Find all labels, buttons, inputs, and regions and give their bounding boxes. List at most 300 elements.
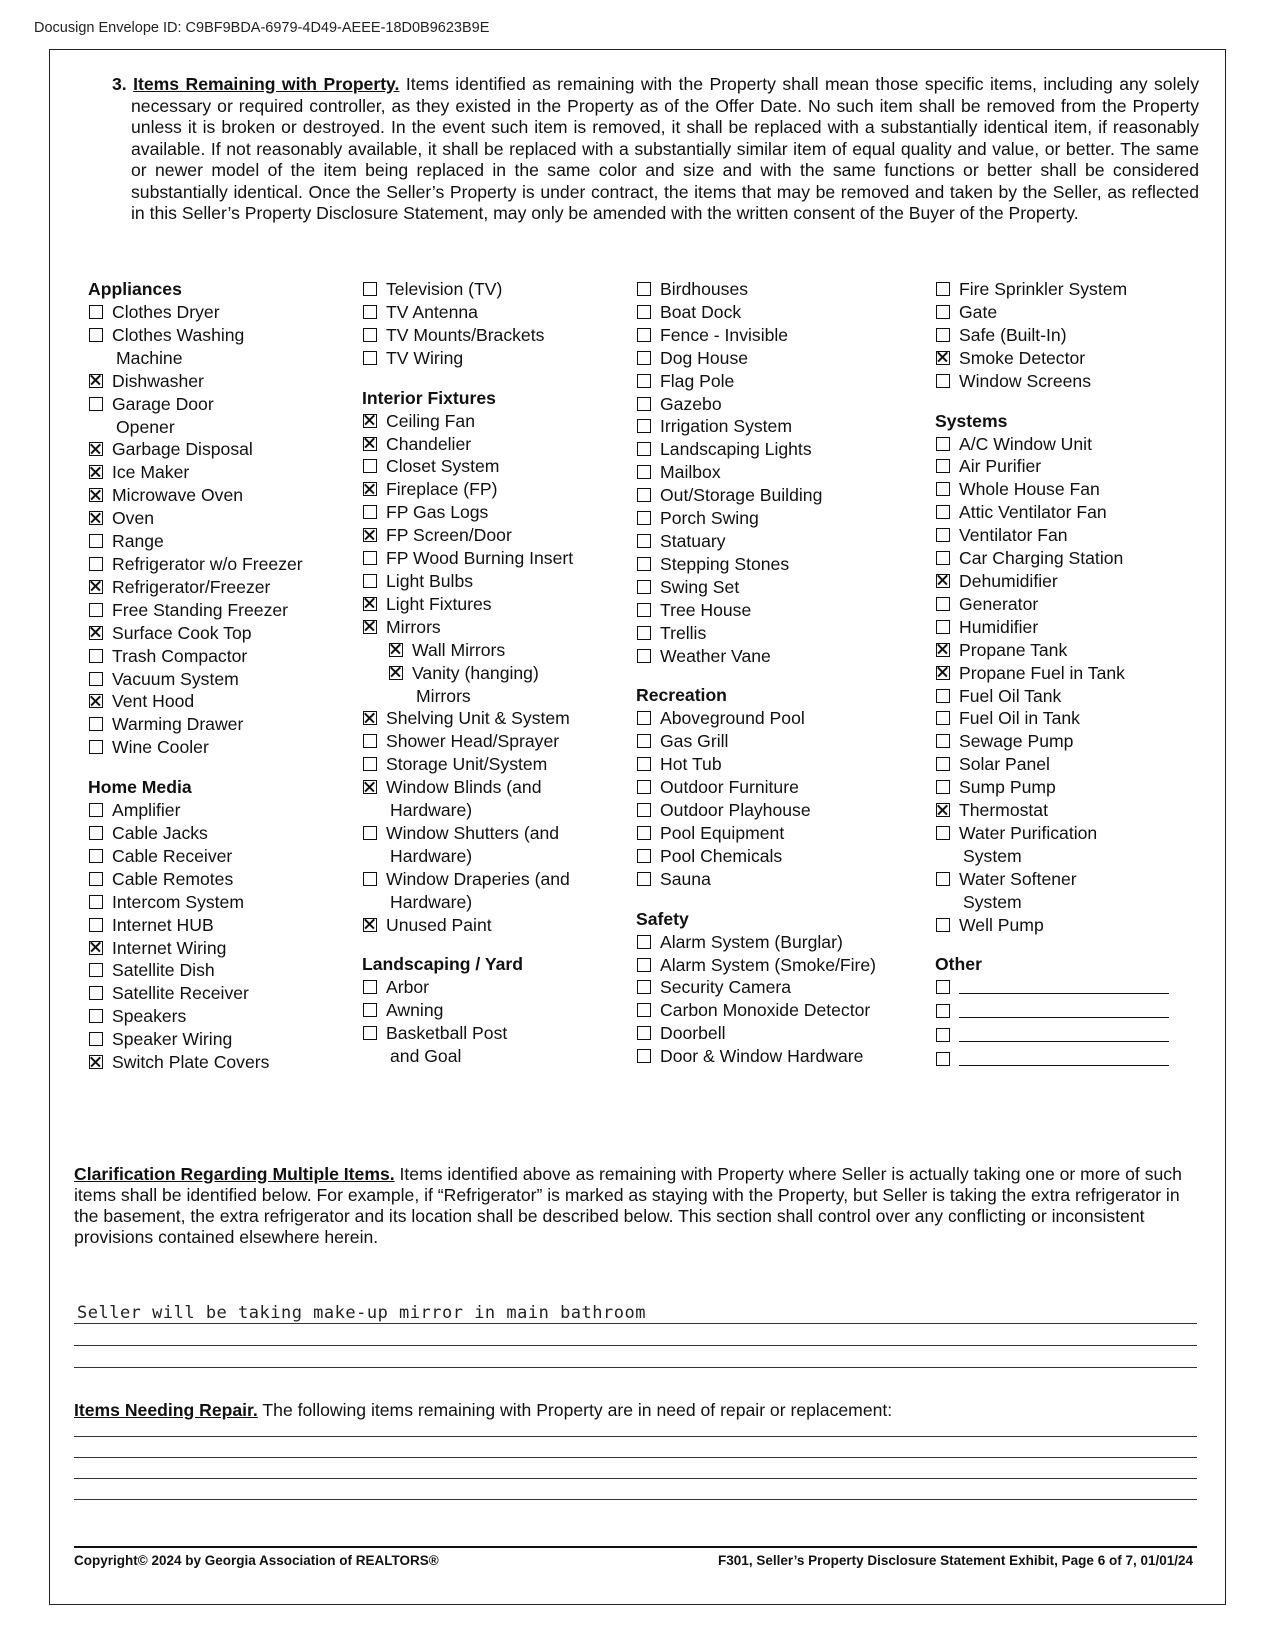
checklist-item [88,937,348,960]
checklist-item [636,301,926,324]
item-text [959,524,1068,547]
item-text [386,410,475,433]
item-text [386,524,512,547]
checkbox[interactable] [936,1004,950,1018]
item-label: Closet System [386,456,500,477]
item-label: Propane Tank [959,639,1068,660]
repair-heading: Items Needing Repair. [74,1400,258,1420]
checked-checkbox[interactable] [389,643,403,657]
checkbox[interactable] [936,282,950,296]
checked-checkbox[interactable] [89,465,103,479]
item-text [412,639,505,662]
checklist-item [636,976,926,999]
checkbox[interactable] [637,780,651,794]
checklist-group [636,278,926,667]
item-label: Satellite Receiver [112,983,249,1004]
checked-checkbox[interactable] [936,351,950,365]
checkbox[interactable] [936,918,950,932]
group-title: Home Media [88,777,192,798]
item-label: Statuary [660,530,726,551]
checklist-group [636,908,926,1068]
checklist-item [636,393,926,416]
checklist-item [362,868,630,914]
checklist-item [88,1005,348,1028]
item-label: A/C Window Unit [959,433,1092,454]
blank-line[interactable] [959,1048,1169,1066]
checkbox[interactable] [89,826,103,840]
item-text [959,776,1056,799]
checkbox[interactable] [363,757,377,771]
item-label: Internet Wiring [112,937,227,958]
checklist-item [636,438,926,461]
checkbox[interactable] [89,534,103,548]
checkbox[interactable] [637,958,651,972]
checkbox[interactable] [637,580,651,594]
checkbox[interactable] [363,351,377,365]
checkbox[interactable] [637,511,651,525]
checklist-item [88,799,348,822]
item-label: Cable Receiver [112,845,233,866]
checkbox[interactable] [637,534,651,548]
checked-checkbox[interactable] [89,442,103,456]
item-text [386,501,488,524]
item-text [112,622,252,645]
item-label: Humidifier [959,616,1039,637]
checked-checkbox[interactable] [363,620,377,634]
item-label: Television (TV) [386,279,503,299]
item-text [386,976,429,999]
item-text [959,1024,1169,1048]
checkbox[interactable] [637,1049,651,1063]
checklist-item [88,1028,348,1051]
checkbox[interactable] [637,935,651,949]
item-text [660,301,741,324]
clarification-line [74,1345,1197,1346]
item-text [660,776,799,799]
clarification-line [74,1323,1197,1324]
checkbox[interactable] [637,1026,651,1040]
checkbox[interactable] [637,419,651,433]
checklist-item [935,347,1205,370]
checked-checkbox[interactable] [89,694,103,708]
item-text [112,530,164,553]
checked-checkbox[interactable] [363,414,377,428]
item-text [112,690,194,713]
checkbox[interactable] [89,603,103,617]
checklist-item [935,685,1205,708]
checkbox[interactable] [363,734,377,748]
checkbox[interactable] [637,980,651,994]
checkbox[interactable] [637,757,651,771]
group-title: Recreation [636,685,727,706]
checked-checkbox[interactable] [363,482,377,496]
checked-checkbox[interactable] [89,626,103,640]
checkbox[interactable] [637,649,651,663]
checked-checkbox[interactable] [936,574,950,588]
checklist-item [362,616,630,639]
item-text [112,713,243,736]
checkbox[interactable] [637,488,651,502]
item-label: Gas Grill [660,731,729,752]
checklist-item [636,507,926,530]
item-label: TV Antenna [386,301,478,322]
item-text [112,1005,186,1028]
checkbox[interactable] [637,374,651,388]
item-label-continued: Machine [116,347,183,368]
item-text [112,914,214,937]
checklist-item [88,868,348,891]
checkbox[interactable] [89,305,103,319]
item-label: Vent Hood [112,691,195,712]
item-label: Security Camera [660,977,792,998]
checklist-column-1 [88,278,348,1091]
checked-checkbox[interactable] [363,711,377,725]
item-label: Internet HUB [112,914,214,935]
checkbox[interactable] [89,895,103,909]
checkbox[interactable] [637,849,651,863]
item-text [112,301,220,324]
item-label-continued: and Goal [390,1046,462,1067]
item-label: Irrigation System [660,416,792,437]
repair-line [74,1499,1197,1500]
checkbox[interactable] [637,442,651,456]
checked-checkbox[interactable] [363,437,377,451]
checklist-item [362,547,630,570]
item-text [959,478,1100,501]
checklist-item [362,914,630,937]
item-text [660,530,726,553]
checklist-item [88,891,348,914]
checkbox[interactable] [936,482,950,496]
checkbox[interactable] [936,711,950,725]
item-label: Thermostat [959,800,1048,821]
item-text [112,736,209,759]
item-text [660,753,722,776]
item-text [660,976,791,999]
checkbox[interactable] [89,717,103,731]
checkbox[interactable] [89,849,103,863]
checked-checkbox[interactable] [936,666,950,680]
item-label: Sump Pump [959,777,1056,798]
checklist-item [935,799,1205,822]
checkbox[interactable] [89,672,103,686]
checkbox[interactable] [89,397,103,411]
checked-checkbox[interactable] [89,1055,103,1069]
item-label: Storage Unit/System [386,754,548,775]
checklist-item [935,593,1205,616]
item-text [959,616,1038,639]
clarification-line [74,1367,1197,1368]
checkbox[interactable] [363,1026,377,1040]
checkbox[interactable] [363,980,377,994]
checklist-item [636,1022,926,1045]
checkbox[interactable] [936,872,950,886]
item-label: Amplifier [112,800,181,821]
checked-checkbox[interactable] [89,488,103,502]
item-text [112,891,244,914]
checklist-group [362,387,630,937]
item-label: Refrigerator/Freezer [112,576,271,597]
checkbox[interactable] [89,1009,103,1023]
clarification-text: Items identified above as remaining with Property where Seller is actually taking one or more of such items shall be identified below. For example, if “Refrigerator” is marked as staying with the Property, but Seller is taking the extra refrigerator in the basement, the extra refrigerator and its location shall be described below. This section shall control over any conflicting or inconsistent provisions contained elsewhere herein. [74,1164,1182,1247]
checklist-item [88,822,348,845]
item-text [660,599,751,622]
blank-line[interactable] [959,1024,1169,1042]
checklist-item [636,622,926,645]
item-text [386,999,443,1022]
checklist-item [88,1051,348,1074]
checkbox[interactable] [363,459,377,473]
checked-checkbox[interactable] [89,511,103,525]
item-label: Mirrors [386,616,441,637]
checkbox[interactable] [936,980,950,994]
checkbox[interactable] [936,328,950,342]
checklist-column-4 [935,278,1205,1089]
item-label: Window Screens [959,370,1092,391]
checkbox[interactable] [936,757,950,771]
item-text [660,730,728,753]
checkbox[interactable] [363,872,377,886]
item-text [112,1028,232,1051]
checked-checkbox[interactable] [89,941,103,955]
checklist-item [636,954,926,977]
section-3-body [112,74,1199,225]
item-label: Chandelier [386,433,472,454]
blank-line[interactable] [959,976,1169,994]
item-label: Trash Compactor [112,645,248,666]
item-label: Intercom System [112,891,244,912]
checklist-item [88,553,348,576]
item-label: Swing Set [660,576,740,597]
item-text [959,593,1038,616]
checklist-item [88,484,348,507]
checkbox[interactable] [637,803,651,817]
item-label: Vacuum System [112,668,239,689]
checked-checkbox[interactable] [89,374,103,388]
checkbox[interactable] [363,826,377,840]
checkbox[interactable] [637,734,651,748]
checkbox[interactable] [637,557,651,571]
checkbox[interactable] [363,505,377,519]
item-label: Speaker Wiring [112,1029,233,1050]
item-label: Wall Mirrors [412,639,506,660]
checklist-item [935,753,1205,776]
item-text [112,507,154,530]
item-label: Dog House [660,347,749,368]
checkbox[interactable] [936,374,950,388]
checklist-item [88,736,348,759]
checkbox[interactable] [89,328,103,342]
checkbox[interactable] [936,1028,950,1042]
checked-checkbox[interactable] [936,803,950,817]
item-label: Light Bulbs [386,570,474,591]
checklist-item [636,553,926,576]
item-text [386,324,544,347]
checkbox[interactable] [936,689,950,703]
item-label: Door & Window Hardware [660,1046,864,1067]
checklist-item [362,570,630,593]
checklist-item [362,455,630,478]
checkbox[interactable] [637,305,651,319]
checkbox[interactable] [89,803,103,817]
item-text [959,685,1061,708]
checkbox[interactable] [936,734,950,748]
checkbox[interactable] [936,528,950,542]
checklist-item [362,753,630,776]
checklist-item [362,410,630,433]
item-label: Microwave Oven [112,485,244,506]
item-text [386,570,473,593]
checkbox[interactable] [363,282,377,296]
item-text [112,668,239,691]
checkbox[interactable] [363,305,377,319]
checklist-item [935,478,1205,501]
checkbox[interactable] [637,711,651,725]
checklist-item [935,1048,1205,1072]
checklist-item [935,868,1205,914]
item-text [959,301,997,324]
checklist-column-2 [362,278,630,1085]
repair-line [74,1436,1197,1437]
checkbox[interactable] [89,918,103,932]
checked-checkbox[interactable] [363,597,377,611]
checklist-item [935,616,1205,639]
checked-checkbox[interactable] [389,666,403,680]
checklist-item [935,730,1205,753]
item-text [386,730,559,753]
checkbox[interactable] [89,963,103,977]
checkbox[interactable] [637,872,651,886]
item-text [660,931,843,954]
checklist-item [935,1024,1205,1048]
item-text [660,845,782,868]
checkbox[interactable] [936,505,950,519]
checkbox[interactable] [89,986,103,1000]
checklist-group [362,278,630,370]
checkbox[interactable] [936,1052,950,1066]
checkbox[interactable] [363,1003,377,1017]
item-text [660,1045,863,1068]
item-label: Cable Remotes [112,868,234,889]
item-label: Out/Storage Building [660,485,823,506]
checklist-item [88,845,348,868]
checkbox[interactable] [637,397,651,411]
checkbox[interactable] [89,1032,103,1046]
checkbox[interactable] [936,620,950,634]
item-text [386,547,573,570]
checkbox[interactable] [637,465,651,479]
group-title: Systems [935,410,1008,431]
item-label: Alarm System (Smoke/Fire) [660,954,877,975]
item-text [959,730,1073,753]
checked-checkbox[interactable] [936,643,950,657]
item-text [386,347,463,370]
item-text [112,370,204,393]
checked-checkbox[interactable] [363,918,377,932]
item-label: Outdoor Furniture [660,777,799,798]
blank-line[interactable] [959,1000,1169,1018]
checked-checkbox[interactable] [363,528,377,542]
item-text [412,662,539,708]
checked-checkbox[interactable] [89,580,103,594]
checklist-item [362,776,630,822]
checklist-item [88,622,348,645]
item-text [386,593,492,616]
checklist-group [935,953,1205,1072]
checkbox[interactable] [936,459,950,473]
item-text [660,799,811,822]
checkbox[interactable] [936,597,950,611]
checklist-item [935,324,1205,347]
checkbox[interactable] [637,603,651,617]
checkbox[interactable] [936,437,950,451]
checked-checkbox[interactable] [363,780,377,794]
item-label: Switch Plate Covers [112,1052,270,1073]
checklist-item [88,713,348,736]
item-text [959,707,1080,730]
checkbox[interactable] [637,282,651,296]
checkbox[interactable] [936,551,950,565]
checklist-item [636,931,926,954]
item-text [112,393,214,439]
checkbox[interactable] [89,872,103,886]
checklist-item [88,914,348,937]
item-label: Speakers [112,1006,187,1027]
checkbox[interactable] [637,826,651,840]
item-text [112,461,189,484]
checklist-group [88,776,348,1074]
item-label: Ventilator Fan [959,525,1068,546]
item-text [386,455,499,478]
checkbox[interactable] [637,351,651,365]
item-label: Range [112,531,164,552]
checkbox[interactable] [363,551,377,565]
item-label: Oven [112,508,155,529]
checkbox[interactable] [89,740,103,754]
checkbox[interactable] [637,328,651,342]
checkbox[interactable] [936,780,950,794]
checkbox[interactable] [89,557,103,571]
checkbox[interactable] [89,649,103,663]
checklist-item [636,707,926,730]
checkbox[interactable] [363,328,377,342]
checklist-item [935,639,1205,662]
item-label: Fire Sprinkler System [959,279,1128,299]
item-text [112,959,215,982]
checklist-item [636,799,926,822]
checklist-group [935,278,1205,393]
item-text [660,507,759,530]
item-label: Propane Fuel in Tank [959,662,1125,683]
checklist-item [88,530,348,553]
item-text [386,868,570,914]
checklist-group [88,278,348,759]
checkbox[interactable] [936,826,950,840]
item-label: Landscaping Lights [660,439,812,460]
checkbox[interactable] [637,626,651,640]
item-label: TV Mounts/Brackets [386,324,545,345]
item-label: Safe (Built-In) [959,324,1067,345]
checklist-item [935,976,1205,1000]
item-text [959,570,1058,593]
repair-text: The following items remaining with Property are in need of repair or replacement: [262,1400,893,1420]
item-label: Gate [959,301,998,322]
item-label: Weather Vane [660,645,771,666]
checkbox[interactable] [637,1003,651,1017]
checkbox[interactable] [936,305,950,319]
item-text [112,982,249,1005]
checkbox[interactable] [363,574,377,588]
